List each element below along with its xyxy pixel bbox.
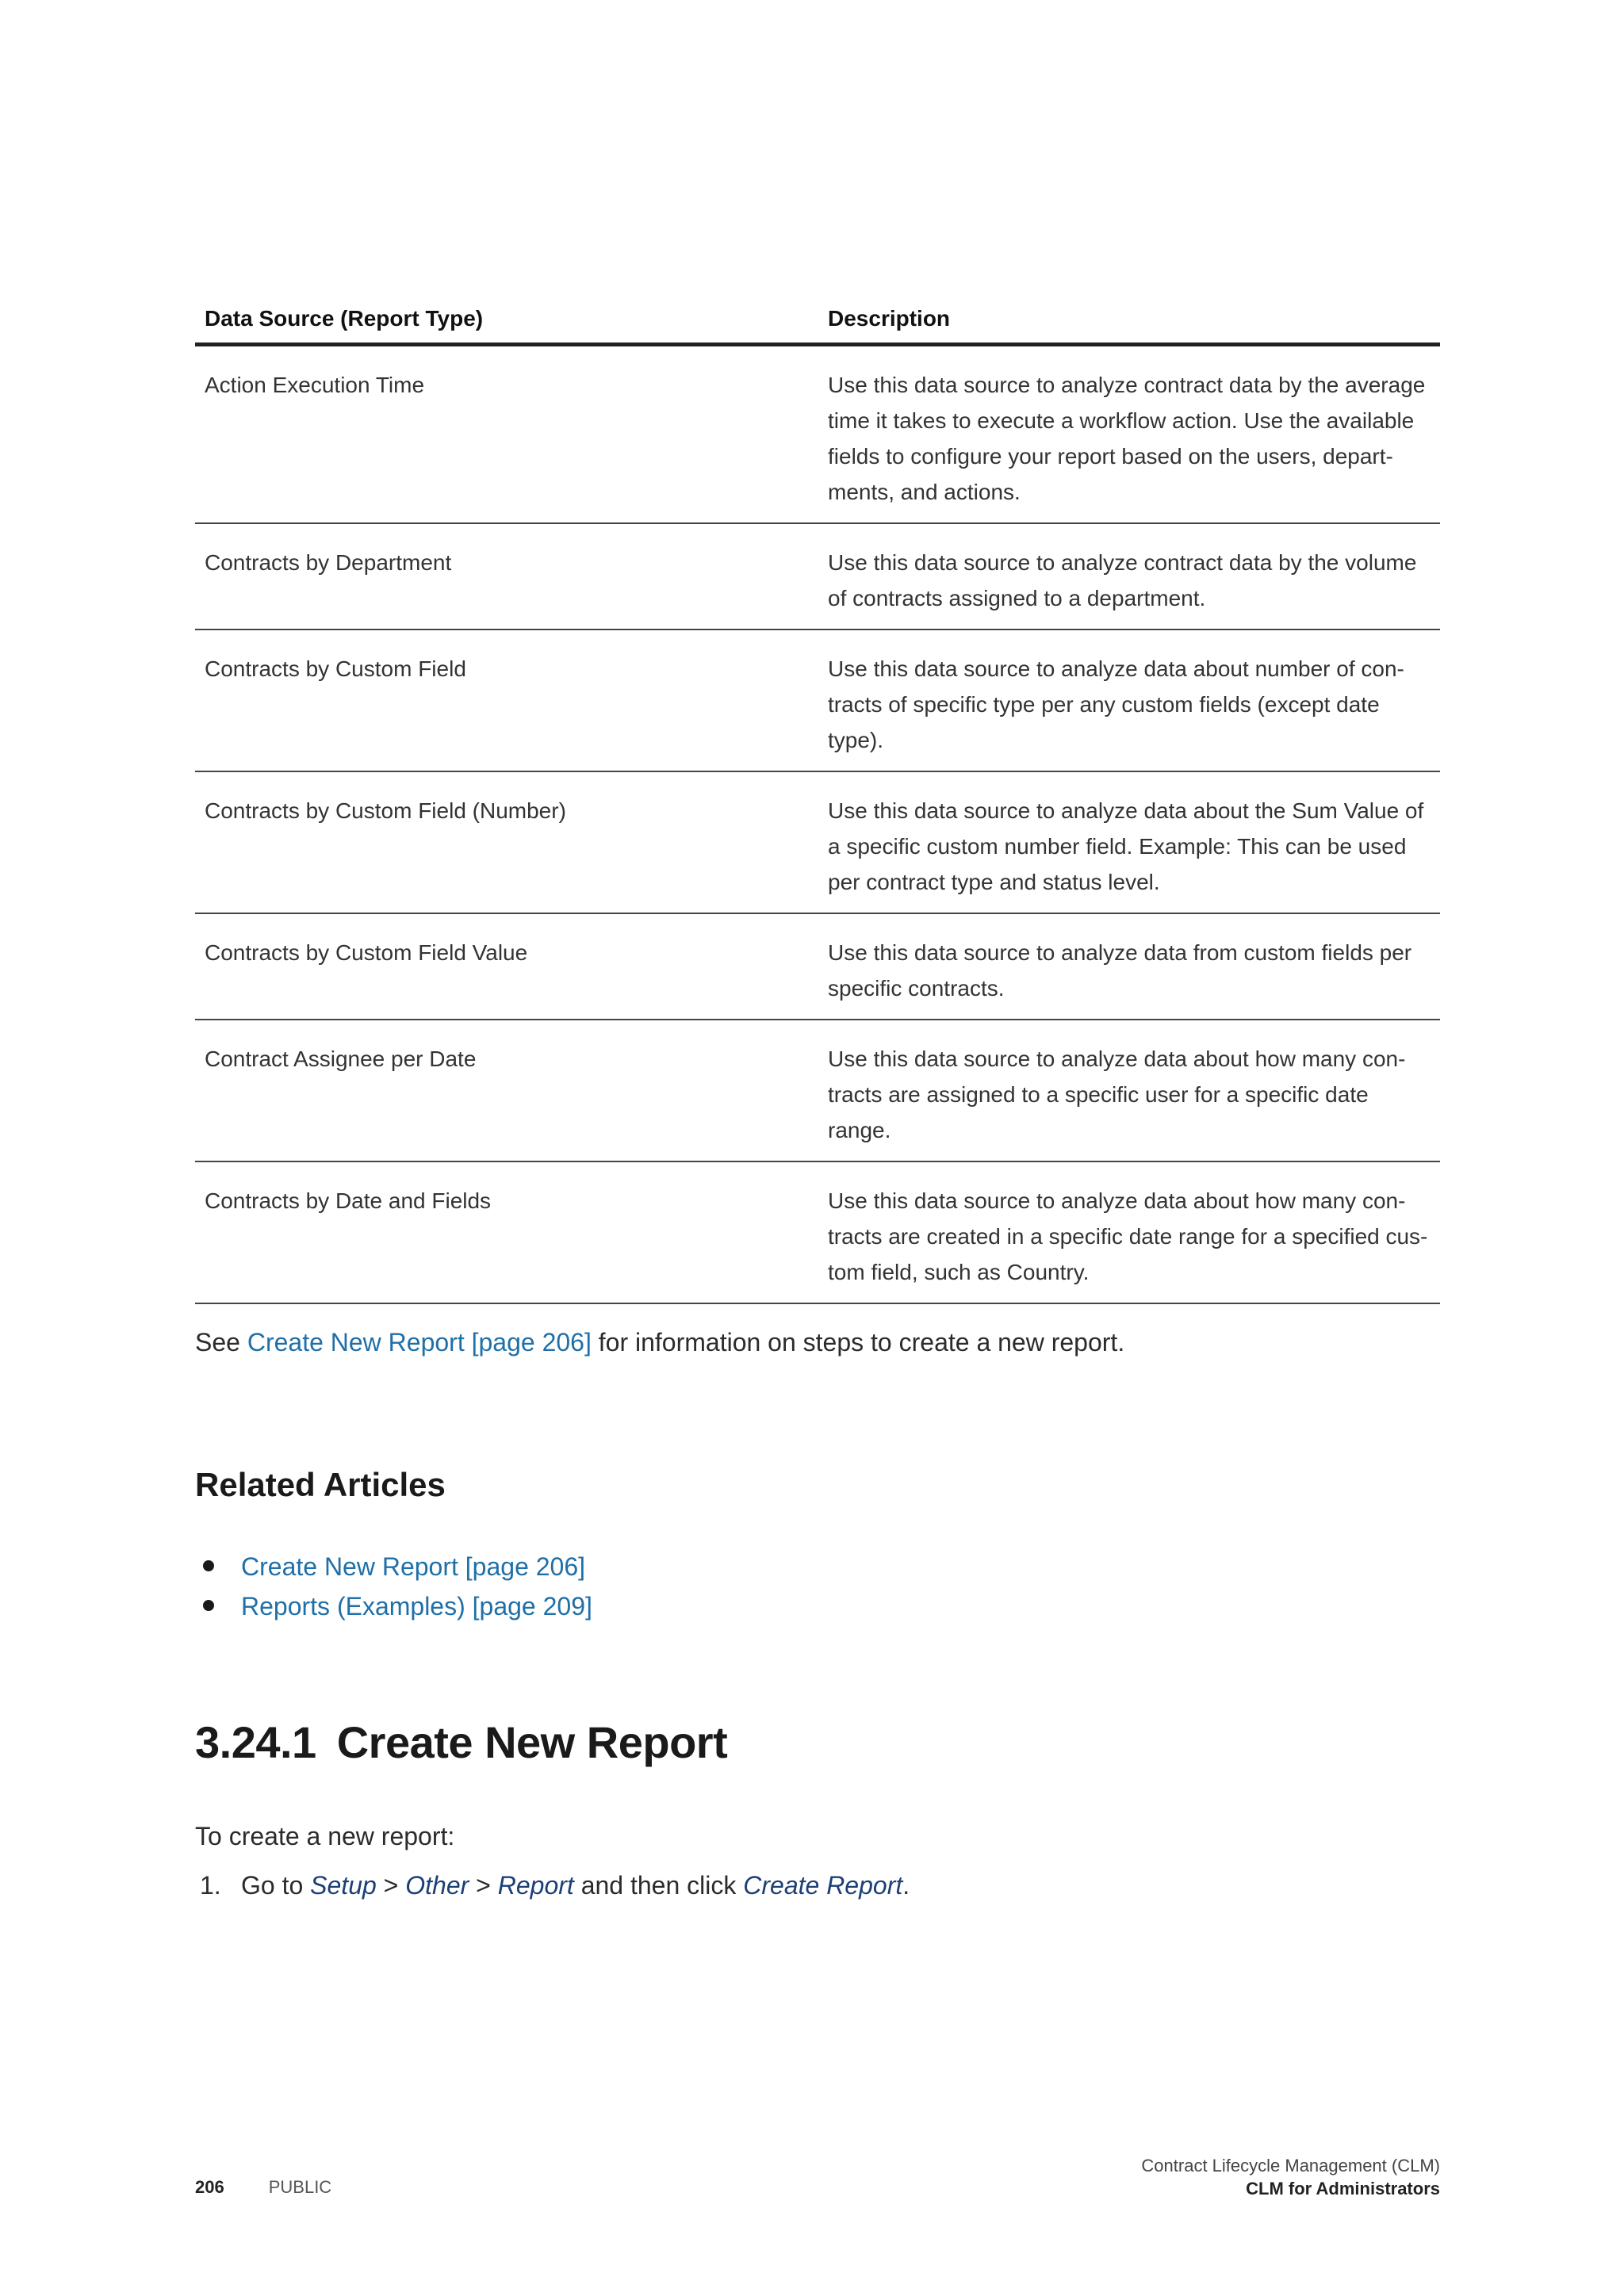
data-source-cell: Contracts by Custom Field xyxy=(195,629,818,771)
page-number: 206 xyxy=(195,2177,224,2197)
bullet-icon xyxy=(203,1600,214,1611)
steps-list xyxy=(195,1868,1440,1903)
ui-path-other: Other xyxy=(405,1871,469,1900)
see-also-paragraph xyxy=(195,1325,1440,1360)
data-source-cell: Action Execution Time xyxy=(195,345,818,524)
description-cell: Use this data source to analyze data from custom fields per specific contracts. xyxy=(818,913,1440,1020)
data-source-cell: Contracts by Date and Fields xyxy=(195,1161,818,1303)
data-source-cell: Contracts by Custom Field Value xyxy=(195,913,818,1020)
list-item xyxy=(195,1547,1440,1586)
see-prefix: See xyxy=(195,1328,247,1357)
step-number: 1. xyxy=(200,1871,221,1900)
related-link-reports-examples[interactable]: Reports (Examples) [page 209] xyxy=(241,1592,592,1621)
see-suffix: for information on steps to create a new report. xyxy=(591,1328,1125,1357)
footer-guide-title: CLM for Administrators xyxy=(1246,2179,1440,2198)
table-row xyxy=(195,629,1440,771)
table-row xyxy=(195,1020,1440,1161)
table-row xyxy=(195,1161,1440,1303)
description-cell: Use this data source to analyze data about how many con-tracts are assigned to a specific user for a specific date range. xyxy=(818,1020,1440,1161)
path-separator: > xyxy=(376,1871,406,1900)
section-heading xyxy=(195,1716,1440,1768)
column-header-description: Description xyxy=(818,301,1440,345)
related-articles-list xyxy=(195,1547,1440,1626)
page-content xyxy=(195,301,1440,1903)
table-header-row xyxy=(195,301,1440,345)
create-new-report-link[interactable]: Create New Report [page 206] xyxy=(247,1328,592,1357)
related-link-create-new-report[interactable]: Create New Report [page 206] xyxy=(241,1552,586,1581)
data-source-cell: Contracts by Department xyxy=(195,523,818,629)
bullet-icon xyxy=(203,1560,214,1571)
description-cell: Use this data source to analyze data about number of con-tracts of specific type per any custom fields (except date type). xyxy=(818,629,1440,771)
list-item xyxy=(195,1586,1440,1626)
data-source-cell: Contracts by Custom Field (Number) xyxy=(195,771,818,913)
description-cell: Use this data source to analyze data about how many con-tracts are created in a specific date range for a specified cus-tom field, such as Country. xyxy=(818,1161,1440,1303)
ui-action-create-report: Create Report xyxy=(743,1871,903,1900)
footer-right xyxy=(1141,2154,1440,2200)
ui-path-setup: Setup xyxy=(310,1871,377,1900)
table-row xyxy=(195,913,1440,1020)
data-source-table xyxy=(195,301,1440,1304)
data-source-cell: Contract Assignee per Date xyxy=(195,1020,818,1161)
description-cell: Use this data source to analyze contract data by the average time it takes to execute a workflow action. Use the available fields to configure your report based on the users, depart-ments, and actions. xyxy=(818,345,1440,524)
step-text-middle: and then click xyxy=(573,1871,744,1900)
classification-label: PUBLIC xyxy=(268,2177,332,2197)
section-number: 3.24.1 xyxy=(195,1717,316,1767)
step-text-prefix: Go to xyxy=(241,1871,311,1900)
related-articles-heading: Related Articles xyxy=(195,1466,446,1503)
footer-product: Contract Lifecycle Management (CLM) xyxy=(1141,2156,1440,2175)
description-cell: Use this data source to analyze contract data by the volume of contracts assigned to a department. xyxy=(818,523,1440,629)
table-row xyxy=(195,345,1440,524)
intro-text: To create a new report: xyxy=(195,1822,455,1850)
column-header-data-source: Data Source (Report Type) xyxy=(195,301,818,345)
description-cell: Use this data source to analyze data about the Sum Value of a specific custom number field. Example: This can be used per contract type and status level. xyxy=(818,771,1440,913)
path-separator: > xyxy=(469,1871,498,1900)
ui-path-report: Report xyxy=(497,1871,574,1900)
step-text-end: . xyxy=(902,1871,910,1900)
footer-left xyxy=(195,2177,331,2198)
table-row xyxy=(195,523,1440,629)
table-row xyxy=(195,771,1440,913)
section-title: Create New Report xyxy=(336,1717,728,1767)
step-item xyxy=(195,1868,1440,1903)
